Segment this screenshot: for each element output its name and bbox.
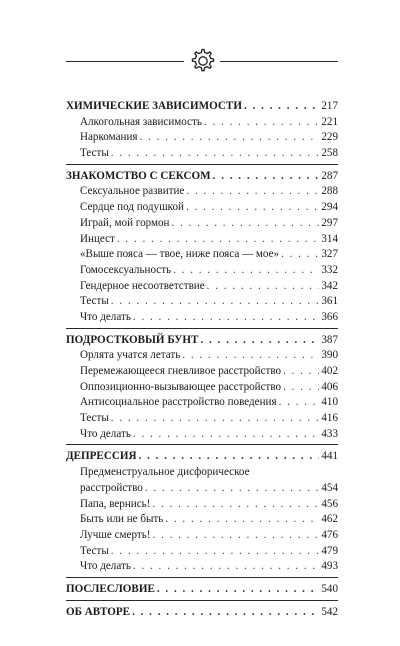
toc-section: [66, 449, 338, 578]
section-title: ЗНАКОМСТВО С СЕКСОМ: [66, 169, 211, 182]
entry-title: Сердце под подушкой: [80, 201, 184, 214]
page-number: 294: [321, 201, 338, 214]
toc-section: [66, 582, 338, 601]
entry-title: Гомосексуальность: [80, 263, 172, 276]
page-number: 410: [321, 396, 338, 409]
toc-entry[interactable]: [66, 310, 338, 326]
entry-title: Играй, мой гормон: [80, 216, 170, 229]
page-number: 327: [321, 248, 338, 261]
entry-title: Быть или не быть: [80, 513, 164, 526]
toc-entry[interactable]: [66, 411, 338, 427]
toc-entry[interactable]: [66, 364, 338, 380]
toc-entry-continuation: [66, 481, 338, 497]
toc-entry[interactable]: [66, 232, 338, 248]
dot-leader: [283, 380, 319, 396]
page-number: 493: [321, 560, 338, 573]
page-number: 229: [321, 131, 338, 144]
entry-title: Алкогольная зависимость: [80, 115, 202, 128]
entry-title: Что делать: [80, 310, 131, 323]
page-number: 314: [321, 232, 338, 245]
entry-title: Перемежающееся гневливое расстройство: [80, 365, 282, 377]
toc-entry[interactable]: [66, 559, 338, 575]
dot-leader: [157, 582, 320, 598]
toc-entry[interactable]: [66, 184, 338, 200]
dot-leader: [133, 310, 319, 326]
entry-title: Тесты: [80, 295, 109, 308]
page-number: 342: [321, 279, 338, 292]
dot-leader: [111, 294, 320, 310]
entry-title: Антисоциальное расстройство поведения: [80, 396, 277, 409]
dot-leader: [152, 497, 319, 513]
page-number: 476: [321, 528, 338, 541]
dot-leader: [283, 364, 319, 380]
page-number: 542: [321, 605, 338, 618]
toc-section-entry[interactable]: [66, 333, 338, 349]
entry-title: расстройство: [80, 481, 143, 494]
header-rule-left: [66, 61, 184, 62]
page-number: 540: [321, 582, 338, 595]
dot-leader: [281, 247, 319, 263]
table-of-contents: [66, 99, 338, 626]
toc-entry[interactable]: [66, 512, 338, 528]
toc-entry[interactable]: [66, 294, 338, 310]
toc-entry[interactable]: [66, 348, 338, 364]
page-number: 221: [321, 115, 338, 128]
toc-entry[interactable]: [66, 130, 338, 146]
entry-title: Орлята учатся летать: [80, 349, 181, 362]
toc-entry[interactable]: [66, 146, 338, 162]
entry-title-line1: Предменструальное дисфорическое: [80, 466, 250, 479]
page-number: 297: [321, 216, 338, 229]
page-number: 454: [321, 481, 338, 494]
page-number: 402: [321, 365, 338, 377]
entry-title: Наркомания: [80, 131, 138, 144]
entry-title: Что делать: [80, 560, 131, 573]
toc-section-entry[interactable]: [66, 582, 338, 598]
dot-leader: [133, 427, 319, 443]
toc-section: [66, 333, 338, 446]
toc-entry[interactable]: [66, 115, 338, 131]
toc-entry[interactable]: [66, 279, 338, 295]
section-title: ПОСЛЕСЛОВИЕ: [66, 582, 155, 595]
toc-entry[interactable]: [66, 395, 338, 411]
toc-entry[interactable]: [66, 380, 338, 396]
section-title: ОБ АВТОРЕ: [66, 605, 131, 618]
dot-leader: [111, 411, 320, 427]
toc-section: [66, 169, 338, 329]
entry-title: Оппозиционно-вызывающее расстройство: [80, 380, 282, 393]
page-number: 258: [321, 147, 338, 160]
entry-title: Папа, вернись!: [80, 497, 151, 510]
dot-leader: [172, 216, 320, 232]
page-header-ornament: [66, 44, 338, 78]
dot-leader: [133, 559, 319, 575]
toc-section: [66, 99, 338, 165]
toc-entry[interactable]: [66, 544, 338, 560]
section-title: ХИМИЧЕСКИЕ ЗАВИСИМОСТИ: [66, 100, 242, 112]
dot-leader: [200, 333, 319, 349]
entry-title: Тесты: [80, 412, 109, 425]
dot-leader: [165, 512, 319, 528]
toc-entry[interactable]: [66, 216, 338, 232]
toc-entry[interactable]: [66, 247, 338, 263]
toc-entry[interactable]: [66, 427, 338, 443]
section-title: ДЕПРЕССИЯ: [66, 450, 137, 463]
page-number: 479: [321, 544, 338, 557]
entry-title: Инцест: [80, 232, 115, 245]
dot-leader: [117, 232, 320, 248]
header-rule-right: [220, 61, 338, 62]
page-number: 366: [321, 310, 338, 323]
page-number: 288: [321, 185, 338, 198]
page-number: 433: [321, 427, 338, 440]
dot-leader: [186, 184, 319, 200]
dot-leader: [213, 169, 320, 185]
dot-leader: [111, 146, 320, 162]
entry-title: Сексуальное развитие: [80, 185, 185, 198]
toc-section-entry[interactable]: [66, 169, 338, 185]
dot-leader: [111, 544, 320, 560]
entry-title: «Выше пояса — твое, ниже пояса — мое»: [80, 248, 280, 261]
dot-leader: [182, 348, 319, 364]
page-number: 361: [321, 295, 338, 308]
dot-leader: [152, 528, 319, 544]
dot-leader: [139, 449, 320, 465]
dot-leader: [145, 481, 320, 497]
page-number: 387: [321, 333, 338, 346]
toc-entry[interactable]: [66, 263, 338, 279]
page-number: 441: [321, 450, 338, 463]
dot-leader: [207, 279, 320, 295]
entry-title: Тесты: [80, 147, 109, 160]
entry-title: Лучше смерть!: [80, 528, 151, 541]
toc-entry[interactable]: [66, 497, 338, 513]
page-number: 416: [321, 412, 338, 425]
dot-leader: [279, 395, 320, 411]
entry-title: Что делать: [80, 427, 131, 440]
toc-section-entry[interactable]: [66, 605, 338, 621]
page-number: 217: [321, 100, 338, 112]
dot-leader: [173, 263, 319, 279]
page-number: 406: [321, 380, 338, 393]
gear-icon: [187, 46, 217, 76]
dot-leader: [132, 605, 319, 621]
toc-entry[interactable]: [66, 528, 338, 544]
section-title: ПОДРОСТКОВЫЙ БУНТ: [66, 333, 199, 346]
page-number: 390: [321, 349, 338, 362]
entry-title: Гендерное несоответствие: [80, 279, 205, 292]
page-number: 456: [321, 497, 338, 510]
toc-entry[interactable]: [66, 465, 338, 496]
page-number: 462: [321, 513, 338, 526]
dot-leader: [204, 115, 319, 131]
toc-entry[interactable]: [66, 200, 338, 216]
dot-leader: [186, 200, 319, 216]
entry-title: Тесты: [80, 544, 109, 557]
dot-leader: [140, 130, 320, 146]
toc-section: [66, 605, 338, 623]
dot-leader: [244, 99, 319, 115]
toc-section-entry[interactable]: [66, 99, 338, 115]
page-number: 332: [321, 263, 338, 276]
toc-section-entry[interactable]: [66, 449, 338, 465]
page-number: 287: [321, 169, 338, 182]
